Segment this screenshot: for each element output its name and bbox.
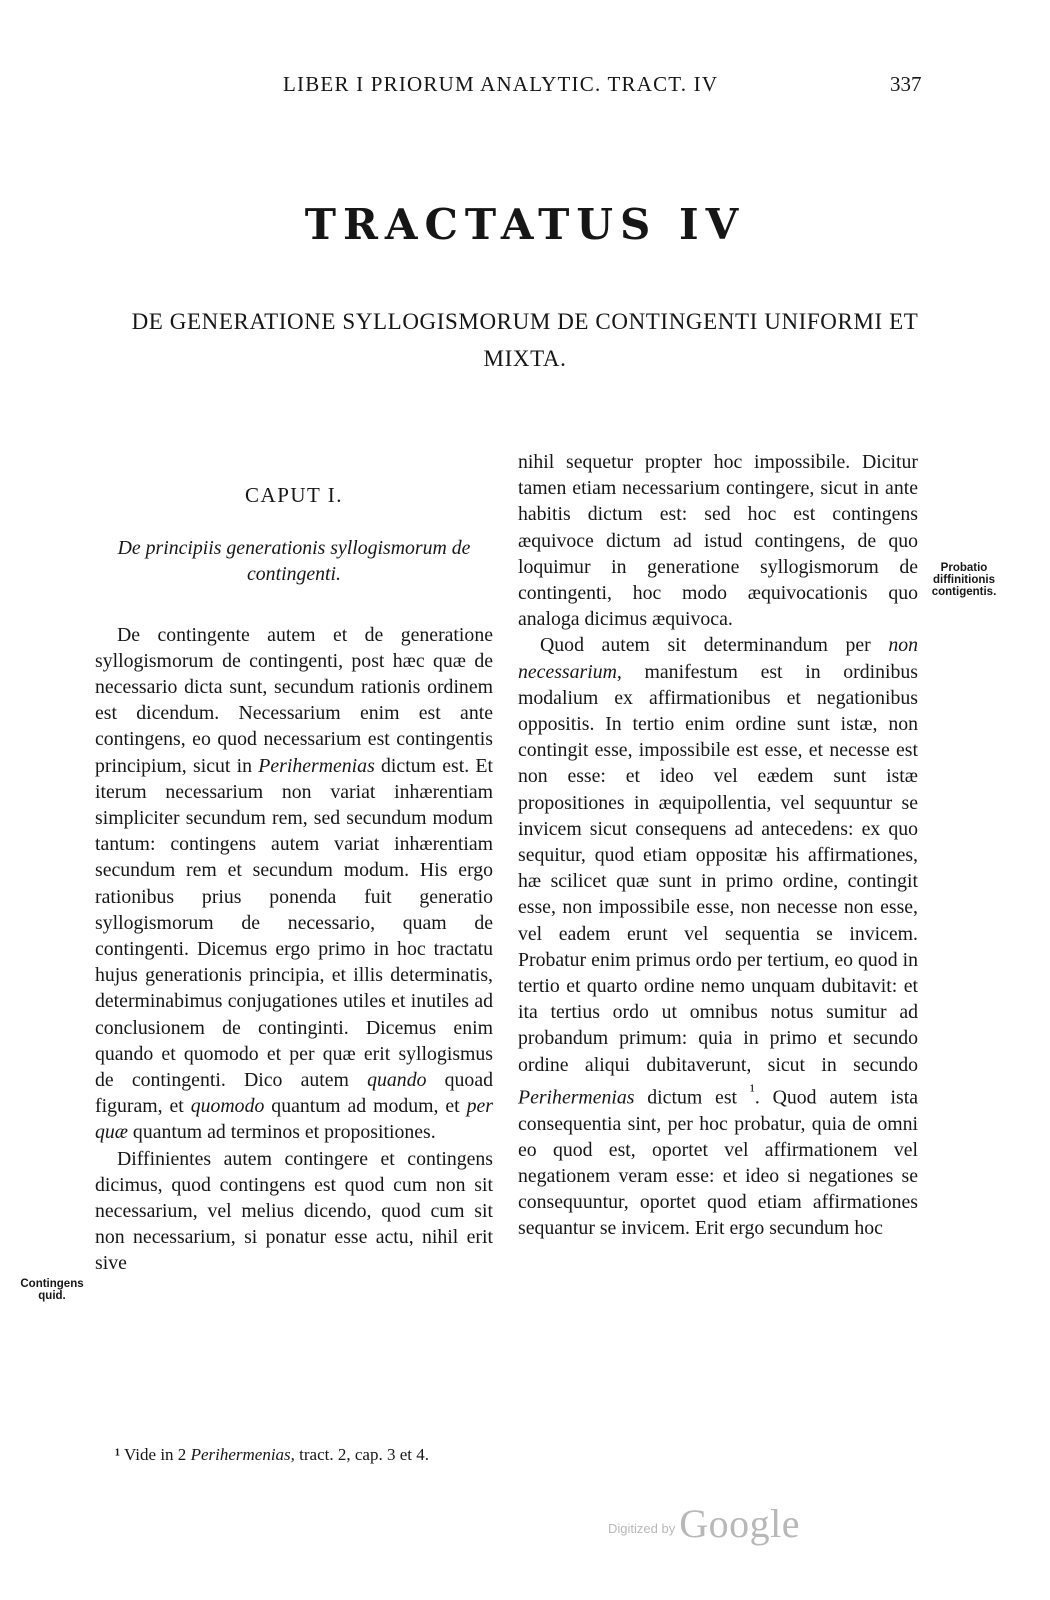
left-text-column	[95, 482, 493, 1277]
margin-note-left: Contingens quid.	[20, 1278, 84, 1302]
margin-note-right: Probatio diffinitionis contigentis.	[931, 562, 997, 598]
chapter-subheading: De principiis generationis syllogismorum de contingenti.	[117, 537, 471, 586]
paragraph: De contingente autem et de generatione syllogismorum de contingenti, post hæc quæ de necessario dicta sunt, secundum rationis ordinem est dicendum. Necessarium enim est ante contingens, eo quod necessarium est contingentis principium, sicut in Perihermenias dictum est. Et iterum necessarium non variat inhærentiam simpliciter secundum rem, sed secundum modum tantum: contingens autem variat inhærentiam secundum rem et secundum modum. His ergo rationibus prius ponenda fuit generatio syllogismorum de necessario, quam de contingenti. Dicemus ergo primo in hoc tractatu hujus generationis principia, et illis determinatis, determinabimus conjugationes utiles et inutiles ad conclusionem de continginti. Dicemus enim quando et quomodo et per quæ erit syllogismus de contingenti. Dico autem quando quoad figuram, et quomodo quantum ad modum, et per quæ quantum ad terminos et propositiones.	[95, 623, 493, 1144]
digitized-watermark: $^{Digitized by}$ Google	[608, 1501, 800, 1546]
footnote: ¹ Vide in 2 Perihermenias, tract. 2, cap. 3 et 4.	[115, 1445, 429, 1464]
right-text-column	[518, 449, 918, 1242]
running-header: LIBER I PRIORUM ANALYTIC. TRACT. IV	[283, 72, 719, 96]
footnote-reference[interactable]: ¹	[749, 1080, 755, 1100]
treatise-subtitle: DE GENERATIONE SYLLOGISMORUM DE CONTINGENTI UNIFORMI ET MIXTA.	[131, 309, 919, 371]
chapter-heading: CAPUT I.	[245, 483, 343, 507]
paragraph: Diffinientes autem contingere et contingens dicimus, quod contingens est quod cum non sit necessarium, vel melius dicendo, quod cum sit non necessarium, si ponatur esse actu, nihil erit sive	[95, 1147, 493, 1275]
paragraph: Quod autem sit determinandum per non necessarium, manifestum est in ordinibus modalium ex affirmationibus et negationibus oppositis. In tertio enim ordine sunt istæ, non contingit esse, impossibile est esse, et necesse est non esse: et ideo vel eædem sunt istæ propositiones in æquipollentia, vel sequuntur se invicem sicut consequens ad antecedens: ex quo sequitur, quod etiam oppositæ his affirmationes, hæ scilicet quæ sunt in primo ordine, contingit esse, non impossibile esse, non necesse non esse, vel eadem erunt vel sequentia se invicem. Probatur enim primus ordo per tertium, eo quod in tertio et quarto ordine nemo unquam dubitavit: et ita tertius ordo ut omnibus notus sumitur ad probandum primum: quia in primo et secundo ordine aliqui dubitaverunt, sicut in secundo Perihermenias dictum est $^{^1}$. Quod autem ista consequentia sint, per hoc probatur, quia de omni eo quod est, oportet vel affirmationem vel negationem veram esse: et ideo si negationes se consequuntur, oportet quod etiam affirmationes sequantur se invicem. Erit ergo secundum hoc	[518, 634, 918, 1240]
paragraph: nihil sequetur propter hoc impossibile. Dicitur tamen etiam necessarium contingere, sicut in ante habitis dictum est: sed hoc est contingens æquivoce dictum ad istud contingens, de quo loquimur in generatione syllogismorum de contingenti, hoc modo æquivocationis quo analoga dicimus æquivoca.	[518, 451, 918, 631]
google-logo: Google	[679, 1501, 800, 1546]
treatise-title: TRACTATUS IV	[304, 200, 746, 249]
page-number: 337	[890, 72, 922, 96]
